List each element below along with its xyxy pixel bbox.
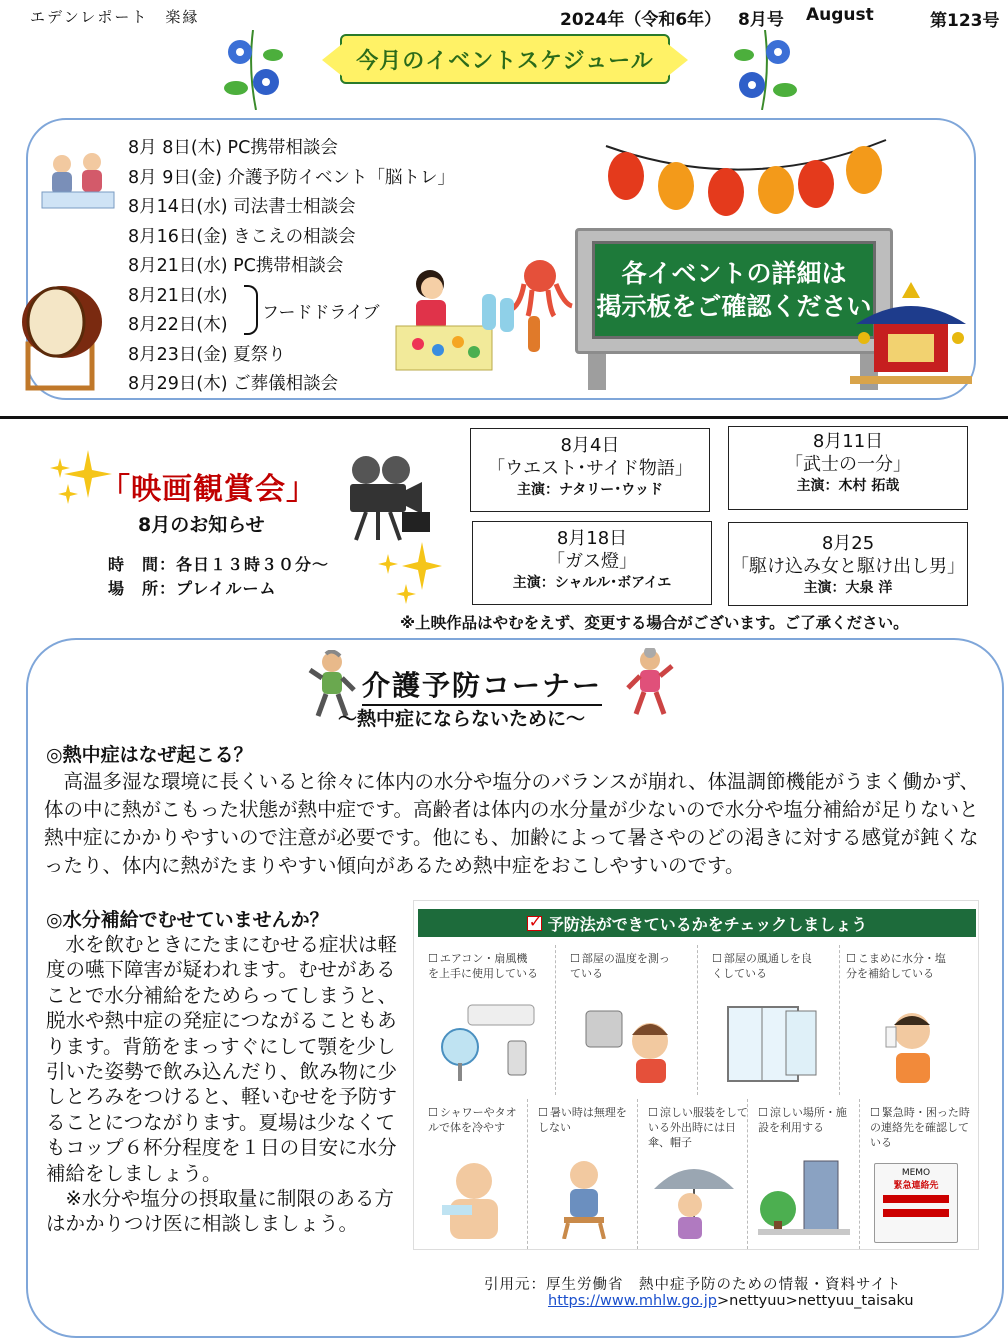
movie-change-note: ※上映作品はやむをえず、変更する場合がございます。ご了承ください。 <box>400 614 909 632</box>
film-date: 8月25 <box>821 533 875 554</box>
film-card <box>472 521 712 605</box>
issue-year: 2024年（令和6年） <box>560 10 722 30</box>
film-date: 8月11日 <box>812 431 884 452</box>
checklist-label: ☐ こまめに水分・塩分を補給している <box>846 951 956 981</box>
sparkle-icon <box>376 540 442 604</box>
checklist-label: ☐ エアコン・扇風機を上手に使用している <box>428 951 538 981</box>
notice-board <box>575 228 893 354</box>
schedule-item: 8月 9日(金) 介護予防イベント「脳トレ」 <box>128 167 456 188</box>
movie-time: 時 間：各日１３時３０分～ <box>108 555 330 574</box>
parasol-icon <box>644 1155 744 1239</box>
heatstroke-cause-heading: ◎熱中症はなぜ起こる？ <box>46 744 253 766</box>
thermometer-check-icon <box>580 1001 680 1085</box>
board-leg <box>588 354 606 390</box>
checklist-item <box>702 945 840 1095</box>
prevention-title: 介護予防コーナー <box>362 664 602 706</box>
film-title: 「武士の一分」 <box>785 454 911 475</box>
film-cast: 主演：シャルル･ボアイエ <box>512 575 672 591</box>
issue-month: 8月号 <box>738 10 784 30</box>
movie-place: 場 所：プレイルーム <box>108 579 277 598</box>
notice-board-line2: 掲示板をご確認ください <box>596 292 872 321</box>
air-conditioner-fan-icon <box>438 1001 538 1085</box>
checklist-label: ☐ シャワーやタオルで体を冷やす <box>428 1105 524 1135</box>
octopus-and-bottles-icon <box>480 254 580 354</box>
film-cast: 主演：大泉 洋 <box>803 580 893 596</box>
checklist-label: ☐ 涼しい場所・施設を利用する <box>758 1105 856 1135</box>
morning-glory-left-icon <box>218 30 288 110</box>
shower-towel-icon <box>424 1155 524 1239</box>
heatstroke-cause-text: 高温多湿な環境に長くいると徐々に体内の水分や塩分のバランスが崩れ、体温調節機能がうまく働かず、体の中に熱がこもった状態が熱中症です。高齢者は体内の水分量が少ないので水分や塩分補給が足りないと熱中症にかかりやすいので注意が必要です。他にも、加齢によって暑さやのどの渇きに対する感覚が鈍くなったり、体内に熱がたまりやすい傾向があるため熱中症をおこしやすいのです。 <box>44 770 980 877</box>
cool-facility-icon <box>754 1155 854 1239</box>
drinking-water-icon <box>856 1001 956 1085</box>
schedule-item: 8月23日(金) 夏祭り <box>128 344 286 365</box>
film-title: 「駆け込み女と駆け出し男」 <box>731 556 965 577</box>
publication-name: エデンレポート 楽縁 <box>30 8 200 26</box>
film-card <box>470 428 710 512</box>
notice-board-line1: 各イベントの詳細は <box>621 259 847 288</box>
open-window-icon <box>722 1001 822 1085</box>
schedule-item: 8月22日(木) <box>128 315 228 335</box>
checkmark-icon <box>527 916 542 931</box>
checklist-label: ☐ 部屋の風通しを良くしている <box>712 951 822 981</box>
film-cast: 主演：ナタリー･ウッド <box>516 482 664 498</box>
checklist-item <box>638 1099 748 1249</box>
schedule-item: 8月29日(木) ご葬儀相談会 <box>128 374 339 394</box>
film-title: 「ガス燈」 <box>547 551 637 572</box>
checklist-item <box>748 1099 860 1249</box>
source-url-link[interactable]: https://www.mhlw.go.jp <box>548 1293 717 1309</box>
choking-note: ※水分や塩分の摂取量に制限のある方はかかりつけ医に相談しましょう。 <box>46 1187 394 1236</box>
checklist-heading <box>418 909 976 937</box>
movie-camera-icon <box>336 452 432 542</box>
source-url-line <box>548 1293 914 1309</box>
checklist-item <box>418 945 556 1095</box>
checklist-item <box>836 945 974 1095</box>
schedule-item: 8月16日(金) きこえの相談会 <box>128 226 356 247</box>
taiko-drum-icon <box>12 282 112 394</box>
consultation-icon <box>40 150 116 216</box>
film-title: 「ウエスト･サイド物語」 <box>487 458 693 479</box>
notice-board-panel <box>592 241 876 339</box>
checklist-item <box>860 1099 976 1249</box>
events-banner <box>340 34 670 84</box>
memo-title: MEMO <box>901 1168 931 1178</box>
film-card <box>728 522 968 606</box>
movie-section-title: 「映画観賞会」 <box>100 472 317 507</box>
checklist-item <box>560 945 698 1095</box>
source-url-path: >nettyuu>nettyuu_taisaku <box>716 1293 914 1309</box>
mikoshi-shrine-icon <box>848 278 974 402</box>
checklist-label: ☐ 涼しい服装をしている外出時には日傘、帽子 <box>648 1105 750 1150</box>
food-drive-label: フードドライブ <box>262 303 380 323</box>
film-card <box>728 426 968 510</box>
food-drive-brace <box>244 285 258 335</box>
exercising-woman-icon <box>624 648 674 720</box>
schedule-item: 8月21日(水) <box>128 285 228 306</box>
section-divider <box>0 416 1008 419</box>
lantern-string-icon <box>596 126 896 236</box>
checklist-label: ☐ 暑い時は無理をしない <box>538 1105 634 1135</box>
issue-month-en: August <box>806 5 874 25</box>
choking-text <box>46 932 400 1237</box>
checklist-label: ☐ 部屋の温度を測っている <box>570 951 680 981</box>
film-date: 8月4日 <box>560 435 620 456</box>
memo-text: 緊急連絡先 <box>893 1181 939 1191</box>
choking-heading: ◎水分補給でむせていませんか？ <box>46 909 329 931</box>
film-cast: 主演：木村 拓哉 <box>796 478 900 494</box>
checklist-item <box>418 1099 528 1249</box>
choking-paragraph: 水を飲むときにたまにむせる症状は軽度の嚥下障害が疑われます。むせがあることで水分補給をためらってしまうと、脱水や熱中症の発症につながることもあります。背筋をまっすぐにして顎を少し引いた姿勢で飲み込んだり、飲み物に少しとろみをつけると、軽いむせを予防することにつながります。夏場は少なくてもコップ６杯分程度を１日の目安に水分補給をしましょう。 <box>46 933 398 1185</box>
emergency-memo <box>874 1163 958 1243</box>
schedule-item: 8月 8日(木) PC携帯相談会 <box>128 138 338 158</box>
checklist-item <box>528 1099 638 1249</box>
schedule-item: 8月21日(水) PC携帯相談会 <box>128 256 344 276</box>
movie-section-subtitle: 8月のお知らせ <box>138 514 265 536</box>
prevention-checklist-figure <box>413 900 979 1250</box>
prevention-subtitle: ～熱中症にならないために～ <box>338 708 586 730</box>
yoyo-fishing-icon <box>394 262 494 374</box>
checklist-label: ☐ 緊急時・困った時の連絡先を確認している <box>870 1105 970 1150</box>
morning-glory-right-icon <box>730 30 800 110</box>
source-citation: 引用元：厚生労働省 熱中症予防のための情報・資料サイト <box>484 1277 902 1293</box>
banner-title: 今月のイベントスケジュール <box>356 48 654 74</box>
checklist-heading-text: 予防法ができているかをチェックしましょう <box>547 914 868 934</box>
film-date: 8月18日 <box>556 528 628 549</box>
resting-man-icon <box>534 1155 634 1239</box>
schedule-item: 8月14日(水) 司法書士相談会 <box>128 197 356 217</box>
issue-number: 第123号 <box>930 11 1000 31</box>
